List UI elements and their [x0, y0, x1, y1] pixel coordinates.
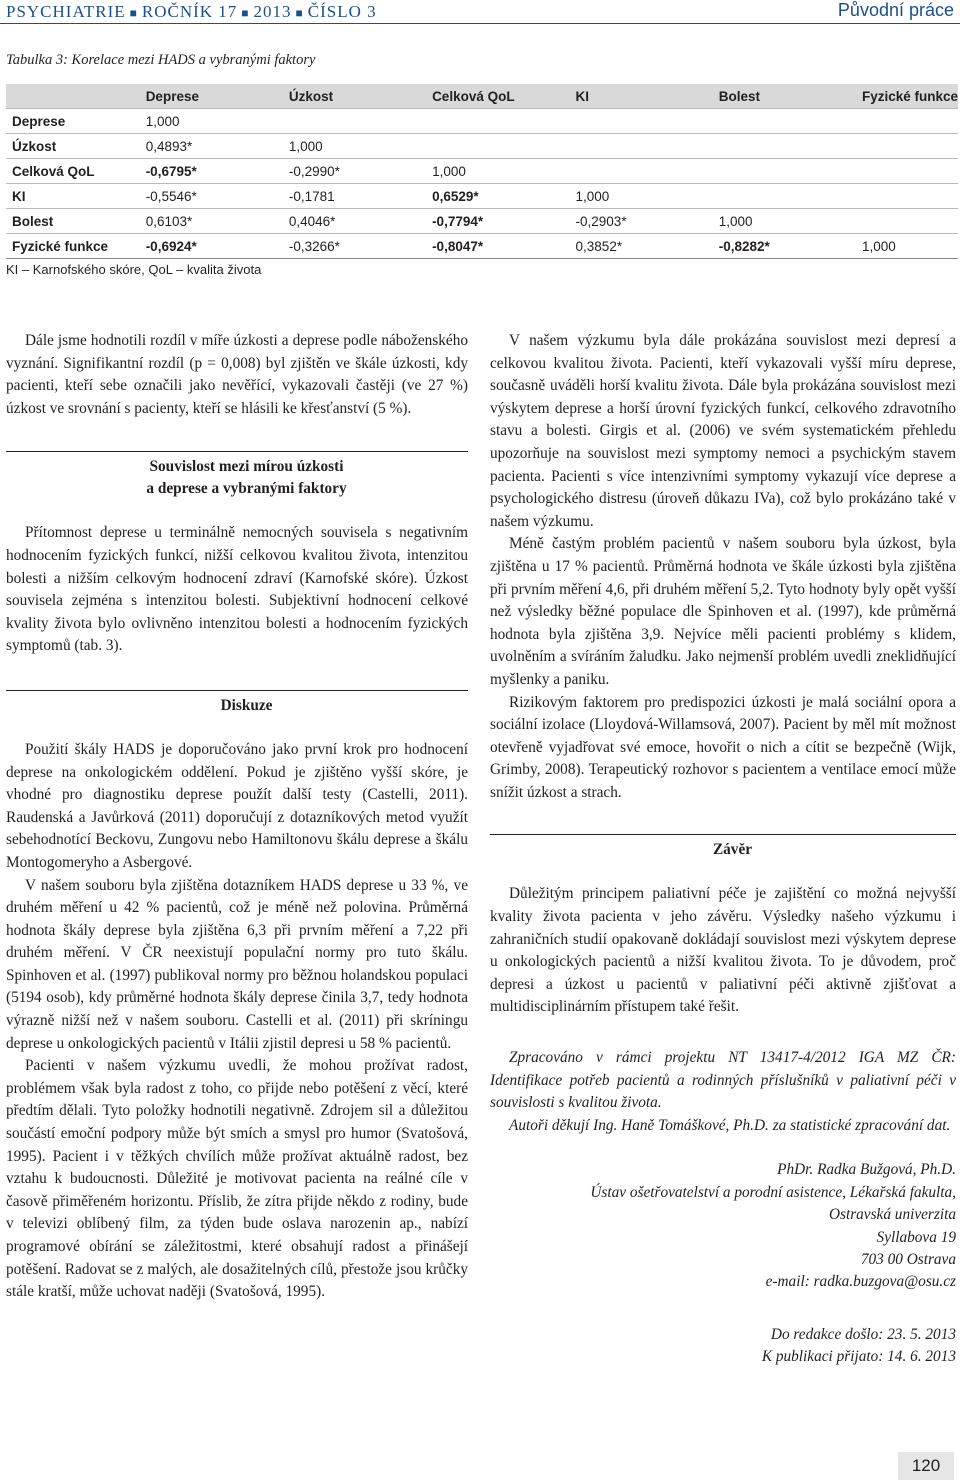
header-cell: Bolest [713, 84, 856, 109]
table-row [6, 134, 958, 159]
section-heading: a deprese a vybranými faktory [146, 480, 347, 498]
journal-name: PSYCHIATRIE [6, 2, 126, 21]
row-label: Fyzické funkce [6, 234, 140, 259]
paragraph: Méně častým problém pacientů v našem souboru byla úzkost, byla zjištěna u 17 % pacientů. Průměrná hodnota ve škále úzkosti byla zjištěna při prvním měření 4,6, při druhém měření 5,2. Tyto hodnoty byly opět vyšší než výsledky běžné populace dle Spinhoven et al. (1997), kde průměrná hodnota byla zjištěna 3,9. Nejvíce měli pacienti problémy s klidem, uvolněním a svíráním žaludku. Jako nejmenší problém uvedli zneklidňující myšlenky a paniku. [490, 535, 956, 688]
header-cell: Fyzické funkce [856, 84, 958, 109]
table-cell: -0,3266* [283, 234, 426, 259]
table-cell [856, 184, 958, 209]
separator-square-icon: ■ [129, 6, 138, 20]
table-cell [856, 209, 958, 234]
acknowledgement: Autoři děkují Ing. Haně Tomáškové, Ph.D. za statistické zpracování dat. [509, 1116, 951, 1134]
table-cell [426, 109, 569, 134]
paragraph: Přítomnost deprese u terminálně nemocných souvisela s negativním hodnocením fyzických funkcí, nižší celkovou kvalitou života, intenzitou bolesti a nižším celkovým hodnocení zdraví (Karnofské skóre). Úzkost souvisela zejména s intenzitou bolesti. Subjektivní hodnocení celkové kvality života bylo ovlivněno intenzitou bolesti a hodnocením fyzických symptomů (tab. 3). [6, 524, 468, 655]
section-heading: Souvislost mezi mírou úzkosti [149, 458, 344, 476]
issue: ČÍSLO 3 [307, 2, 377, 21]
right-column [490, 330, 956, 1369]
year: 2013 [253, 2, 292, 21]
table-cell [283, 109, 426, 134]
table-cell: 1,000 [713, 209, 856, 234]
separator-square-icon: ■ [241, 6, 250, 20]
table-cell: -0,7794* [426, 209, 569, 234]
section-heading: Závěr [712, 841, 753, 859]
table-cell [713, 134, 856, 159]
separator-square-icon: ■ [295, 6, 304, 20]
paragraph: Pacienti v našem výzkumu uvedli, že mohou prožívat radost, problémem však byla radost z toho, co přijde nebo potěšení z věcí, které předtím dělali. Tyto položky hodnotili negativně. Zdrojem sil a důležitou součástí emoční podpory může být smích a smysl pro humor (Svatošová, 1995). Pacient i v těžkých chvílích může prožívat aktuálně radost, bez vztahu k budoucnosti. Důležité je motivovat pacienta na reálné cíle v časově přiměřeném horizontu. Příslib, že zítra přijde někdo z rodiny, bude v televizi oblíbený film, za týden bude oslava narozenin ap., nabízí programové obírání se záležitostmi, které obsahují radost a přinášejí potěšení. Radovat se z malých, ale dosažitelných cílů, přestože jsou krůčky stále kratší, může uchovat naději (Svatošová, 1995). [6, 1057, 468, 1301]
table-cell: -0,6924* [140, 234, 283, 259]
table-cell: 0,6103* [140, 209, 283, 234]
header-cell: KI [570, 84, 713, 109]
table-row [6, 234, 958, 259]
table-cell: 0,3852* [570, 234, 713, 259]
paragraph: Důležitým principem paliativní péče je zajištění co možná nejvyšší kvality života pacienta v jeho závěru. Výsledky našeho výzkumu i zahraničních studií opakovaně dokládají souvislost mezi výskytem deprese u onkologických pacientů a nižší kvalitou života. To je důvodem, proč depresi a úzkost u pacientů v paliativní péči aktivně zjišťovat a multidisciplinárním přístupem také řešit. [490, 885, 956, 1016]
table-cell [426, 134, 569, 159]
table-cell: 0,4893* [140, 134, 283, 159]
author-address: 703 00 Ostrava [860, 1251, 956, 1269]
table-cell: 0,4046* [283, 209, 426, 234]
table-cell: -0,2903* [570, 209, 713, 234]
table-row [6, 109, 958, 134]
table-cell [570, 159, 713, 184]
table-cell: 1,000 [570, 184, 713, 209]
table-cell [713, 109, 856, 134]
row-label: Celková QoL [6, 159, 140, 184]
author-signature [490, 1159, 956, 1368]
caption-label: Tabulka 3: [6, 52, 68, 68]
table-cell [856, 159, 958, 184]
table-cell: -0,2990* [283, 159, 426, 184]
author-email: e-mail: radka.buzgova@osu.cz [765, 1273, 956, 1291]
paragraph: Použití škály HADS je doporučováno jako první krok pro hodnocení deprese na onkologickém oddělení. Pokud je zjištěno vyšší skóre, je vhodné pro diagnostiku deprese použít další testy (Castelli, 2011). Raudenská a Javůrková (2011) doporučují z dotazníkových metod využít sebehodnotící Beckovu, Zungovu nebo Hamiltonovu škálu deprese a škálu Montogomeryho a Asbergové. [6, 740, 468, 871]
header-rule [0, 23, 960, 24]
row-label: Deprese [6, 109, 140, 134]
section-heading: Diskuze [220, 696, 273, 714]
running-header [0, 0, 960, 22]
accepted-date: K publikaci přijato: 14. 6. 2013 [761, 1348, 956, 1366]
volume: ROČNÍK 17 [141, 2, 238, 21]
header-cell: Celková QoL [426, 84, 569, 109]
table-cell: -0,8047* [426, 234, 569, 259]
table-cell: 1,000 [856, 234, 958, 259]
left-column [6, 330, 468, 1304]
table-cell: 1,000 [140, 109, 283, 134]
section-label: Původní práce [837, 0, 954, 20]
table-row [6, 209, 958, 234]
table-header-row [6, 84, 958, 109]
table-row [6, 184, 958, 209]
table-cell [713, 184, 856, 209]
table-cell: -0,8282* [713, 234, 856, 259]
table-cell: -0,5546* [140, 184, 283, 209]
correlation-table [6, 84, 958, 259]
table-cell [856, 109, 958, 134]
table-cell: 1,000 [283, 134, 426, 159]
table-caption [6, 52, 315, 69]
received-date: Do redakce došlo: 23. 5. 2013 [770, 1325, 956, 1343]
table-cell [570, 109, 713, 134]
table-note: KI – Karnofského skóre, QoL – kvalita života [6, 262, 262, 277]
paragraph: V našem výzkumu byla dále prokázána souvislost mezi depresí a celkovou kvalitou života. Pacienti, kteří vykazovali vyšší míru deprese, současně uváděli horší kvalitu života. Dále byla prokázána souvislost mezi výskytem deprese a horší úrovní fyzických funkcí, celkového zdravotního stavu a bolesti. Girgis et al. (2006) ve svém systematickém přehledu upozorňuje na souvislost mezi symptomy nemoci a psychickým stavem pacienta. Pacienti s více intenzivními symptomy vykazují více deprese a psychologického distresu (úroveň důkazu IVa), což bylo prokázáno také v našem výzkumu. [490, 332, 956, 530]
acknowledgement: Zpracováno v rámci projektu NT 13417-4/2012 IGA MZ ČR: Identifikace potřeb pacientů a rodinných příslušníků v paliativní péči v souvislosti s kvalitou života. [490, 1049, 956, 1112]
table-cell [570, 134, 713, 159]
author-affiliation: Ostravská univerzita [828, 1206, 956, 1224]
header-cell: Úzkost [283, 84, 426, 109]
author-name: PhDr. Radka Bužgová, Ph.D. [777, 1161, 956, 1179]
page-number: 120 [898, 1452, 954, 1480]
header-cell: Deprese [140, 84, 283, 109]
table-cell: -0,1781 [283, 184, 426, 209]
paragraph: Rizikovým faktorem pro predispozici úzkosti je malá sociální opora a sociální izolace (Lloydová-Willamsová, 2007). Pacient by měl mít možnost otevřeně vyjadřovat své emoce, hovořit o nich a cítit se bezpečně (Wijk, Grimby, 2008). Terapeutický rozhovor s pacientem a ventilace emocí může snížit úzkost a strach. [490, 693, 956, 801]
table-row [6, 159, 958, 184]
paragraph: V našem souboru byla zjištěna dotazníkem HADS deprese u 33 %, ve druhém měření u 42 % pacientů, což je méně než polovina. Průměrná hodnota škály deprese byla zjištěna 6,3 při prvním měření a 7,22 při druhém měření. V ČR neexistují populační normy pro tuto škálu. Spinhoven et al. (1997) publikoval normy pro běžnou holandskou populaci (5194 osob), kdy průměrné hodnota škály deprese činila 3,7, tedy hodnota výrazně nižší než v našem souboru. Castelli et al. (2011) při skríningu deprese u onkologických pacientů v Itálii zjistil depresi u 58 % pacientů. [6, 876, 468, 1052]
row-label: KI [6, 184, 140, 209]
author-address: Syllabova 19 [876, 1228, 956, 1246]
row-label: Úzkost [6, 134, 140, 159]
table-cell [713, 159, 856, 184]
row-label: Bolest [6, 209, 140, 234]
table-cell: -0,6795* [140, 159, 283, 184]
author-affiliation: Ústav ošetřovatelství a porodní asistence, Lékařská fakulta, [590, 1183, 956, 1201]
journal-line [6, 2, 377, 22]
paragraph: Dále jsme hodnotili rozdíl v míře úzkosti a deprese podle náboženského vyznání. Signifikantní rozdíl (p = 0,008) byl zjištěn ve škále úzkosti, kdy pacienti, kteří sebe označili jako nevěřící, vykazovali častěji (ve 27 %) úzkost ve srovnání s pacienty, kteří se hlásili ke křesťanství (5 %). [6, 332, 468, 417]
caption-title: Korelace mezi HADS a vybranými faktory [71, 52, 316, 68]
header-cell [6, 84, 140, 109]
table-cell: 0,6529* [426, 184, 569, 209]
table-cell [856, 134, 958, 159]
table-cell: 1,000 [426, 159, 569, 184]
